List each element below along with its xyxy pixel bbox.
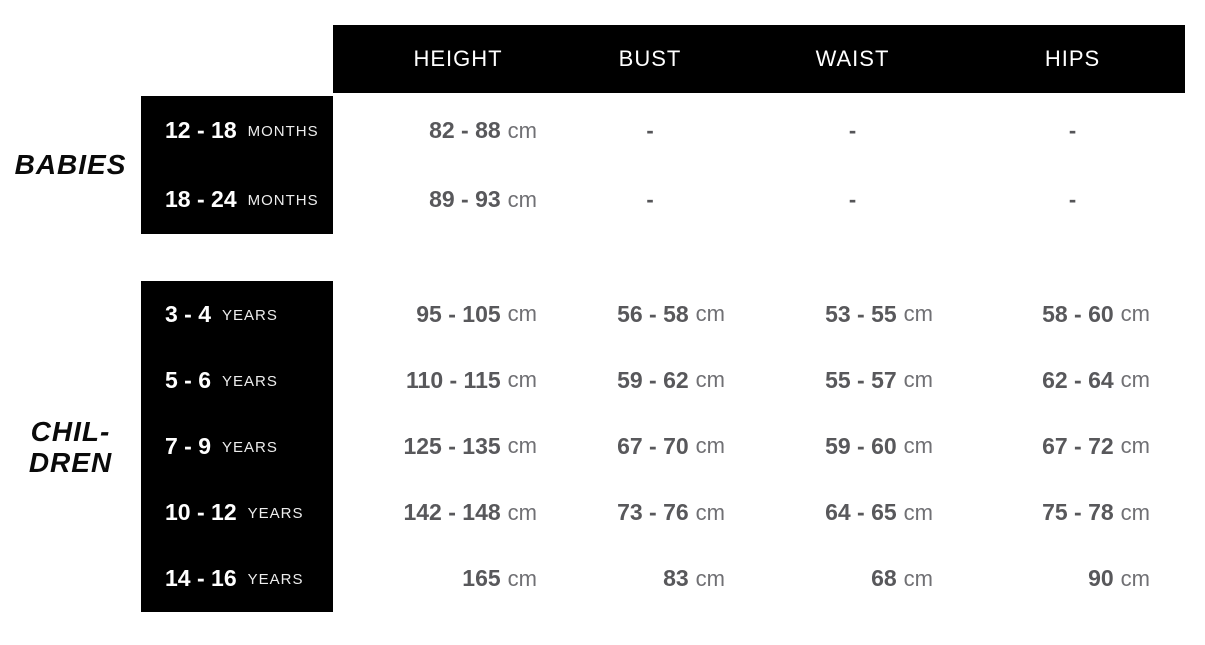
height-cell	[333, 413, 555, 479]
unit-label: cm	[695, 565, 725, 591]
hips-cell	[960, 165, 1185, 234]
waist-cell	[745, 165, 960, 234]
bust-value: 67 - 70	[617, 432, 689, 459]
unit-label: cm	[903, 565, 933, 591]
waist-cell	[745, 96, 960, 165]
empty-value-dash: -	[848, 186, 857, 212]
age-range: 10 - 12	[165, 499, 237, 526]
height-value: 89 - 93	[429, 186, 501, 212]
bust-cell	[555, 546, 745, 612]
age-unit: YEARS	[247, 571, 304, 589]
empty-value-dash: -	[848, 117, 857, 143]
hips-value: 90	[1088, 565, 1114, 592]
hips-value: 67 - 72	[1042, 432, 1114, 459]
height-cell	[333, 546, 555, 612]
children-section-label	[0, 281, 141, 612]
bust-value: 56 - 58	[617, 300, 689, 327]
height-cell	[333, 281, 555, 347]
waist-value: 55 - 57	[825, 366, 897, 393]
age-range: 5 - 6	[165, 366, 212, 393]
age-row-7-9-years	[141, 413, 333, 479]
waist-cell	[745, 546, 960, 612]
bust-cell	[555, 96, 745, 165]
column-header-hips	[960, 25, 1185, 93]
unit-label: cm	[695, 301, 725, 327]
age-row-14-16-years	[141, 546, 333, 612]
children-section-label-line1: CHIL-	[30, 415, 111, 447]
height-cell	[333, 480, 555, 546]
age-range: 12 - 18	[165, 117, 237, 143]
unit-label: cm	[1120, 565, 1150, 591]
hips-value: 75 - 78	[1042, 499, 1114, 526]
height-value: 95 - 105	[416, 300, 501, 327]
column-header-bust	[555, 25, 745, 93]
unit-label: cm	[903, 367, 933, 393]
age-unit: MONTHS	[247, 192, 319, 209]
waist-cell	[745, 347, 960, 413]
column-header-waist	[745, 25, 960, 93]
height-value: 110 - 115	[406, 366, 501, 393]
age-unit: MONTHS	[247, 123, 319, 140]
age-row-12-18-months	[141, 96, 333, 165]
empty-value-dash: -	[646, 186, 654, 212]
age-range: 7 - 9	[165, 432, 212, 459]
hips-cell	[960, 413, 1185, 479]
unit-label: cm	[507, 186, 537, 212]
unit-label: cm	[695, 367, 725, 393]
unit-label: cm	[507, 433, 537, 459]
waist-value: 64 - 65	[825, 499, 897, 526]
waist-value: 59 - 60	[825, 432, 897, 459]
unit-label: cm	[507, 565, 537, 591]
babies-section-label-text: BABIES	[14, 149, 127, 180]
hips-cell	[960, 480, 1185, 546]
height-cell	[333, 347, 555, 413]
unit-label: cm	[903, 499, 933, 525]
height-value: 165	[462, 565, 501, 592]
age-row-10-12-years	[141, 480, 333, 546]
age-unit: YEARS	[222, 306, 278, 324]
age-unit: YEARS	[247, 505, 304, 523]
column-header-bust-label: BUST	[618, 46, 682, 71]
height-value: 142 - 148	[403, 499, 501, 526]
babies-section-label	[0, 96, 141, 234]
empty-value-dash: -	[1068, 186, 1077, 212]
empty-value-dash: -	[646, 117, 654, 143]
waist-cell	[745, 281, 960, 347]
unit-label: cm	[507, 499, 537, 525]
waist-cell	[745, 480, 960, 546]
hips-value: 62 - 64	[1042, 366, 1114, 393]
bust-cell	[555, 281, 745, 347]
empty-value-dash: -	[1068, 117, 1077, 143]
bust-cell	[555, 347, 745, 413]
age-unit: YEARS	[222, 372, 278, 390]
column-header-height-label: HEIGHT	[413, 46, 503, 71]
bust-value: 73 - 76	[617, 499, 689, 526]
height-cell	[333, 96, 555, 165]
height-value: 125 - 135	[403, 432, 501, 459]
age-range: 14 - 16	[165, 565, 237, 592]
column-header-hips-label: HIPS	[1044, 46, 1101, 71]
unit-label: cm	[903, 433, 933, 459]
hips-cell	[960, 281, 1185, 347]
bust-value: 59 - 62	[617, 366, 689, 393]
hips-cell	[960, 546, 1185, 612]
age-row-18-24-months	[141, 165, 333, 234]
bust-cell	[555, 165, 745, 234]
waist-value: 68	[871, 565, 897, 592]
unit-label: cm	[903, 301, 933, 327]
unit-label: cm	[1120, 499, 1150, 525]
unit-label: cm	[507, 367, 537, 393]
children-data-grid	[333, 281, 1185, 612]
hips-cell	[960, 347, 1185, 413]
hips-value: 58 - 60	[1042, 300, 1114, 327]
measurements-header-bar	[333, 25, 1185, 93]
height-cell	[333, 165, 555, 234]
unit-label: cm	[507, 117, 537, 143]
unit-label: cm	[1120, 433, 1150, 459]
babies-data-grid	[333, 96, 1185, 234]
column-header-height	[333, 25, 555, 93]
bust-cell	[555, 413, 745, 479]
bust-cell	[555, 480, 745, 546]
age-range: 3 - 4	[165, 300, 212, 327]
hips-cell	[960, 96, 1185, 165]
babies-age-box	[141, 96, 333, 234]
height-value: 82 - 88	[429, 117, 501, 143]
unit-label: cm	[507, 301, 537, 327]
unit-label: cm	[695, 433, 725, 459]
age-row-3-4-years	[141, 281, 333, 347]
bust-value: 83	[663, 565, 689, 592]
waist-cell	[745, 413, 960, 479]
column-header-waist-label: WAIST	[815, 46, 890, 71]
children-age-box	[141, 281, 333, 612]
waist-value: 53 - 55	[825, 300, 897, 327]
age-range: 18 - 24	[165, 186, 237, 212]
unit-label: cm	[1120, 367, 1150, 393]
age-row-5-6-years	[141, 347, 333, 413]
age-unit: YEARS	[222, 438, 278, 456]
unit-label: cm	[1120, 301, 1150, 327]
unit-label: cm	[695, 499, 725, 525]
children-section-label-line2: DREN	[28, 446, 113, 478]
